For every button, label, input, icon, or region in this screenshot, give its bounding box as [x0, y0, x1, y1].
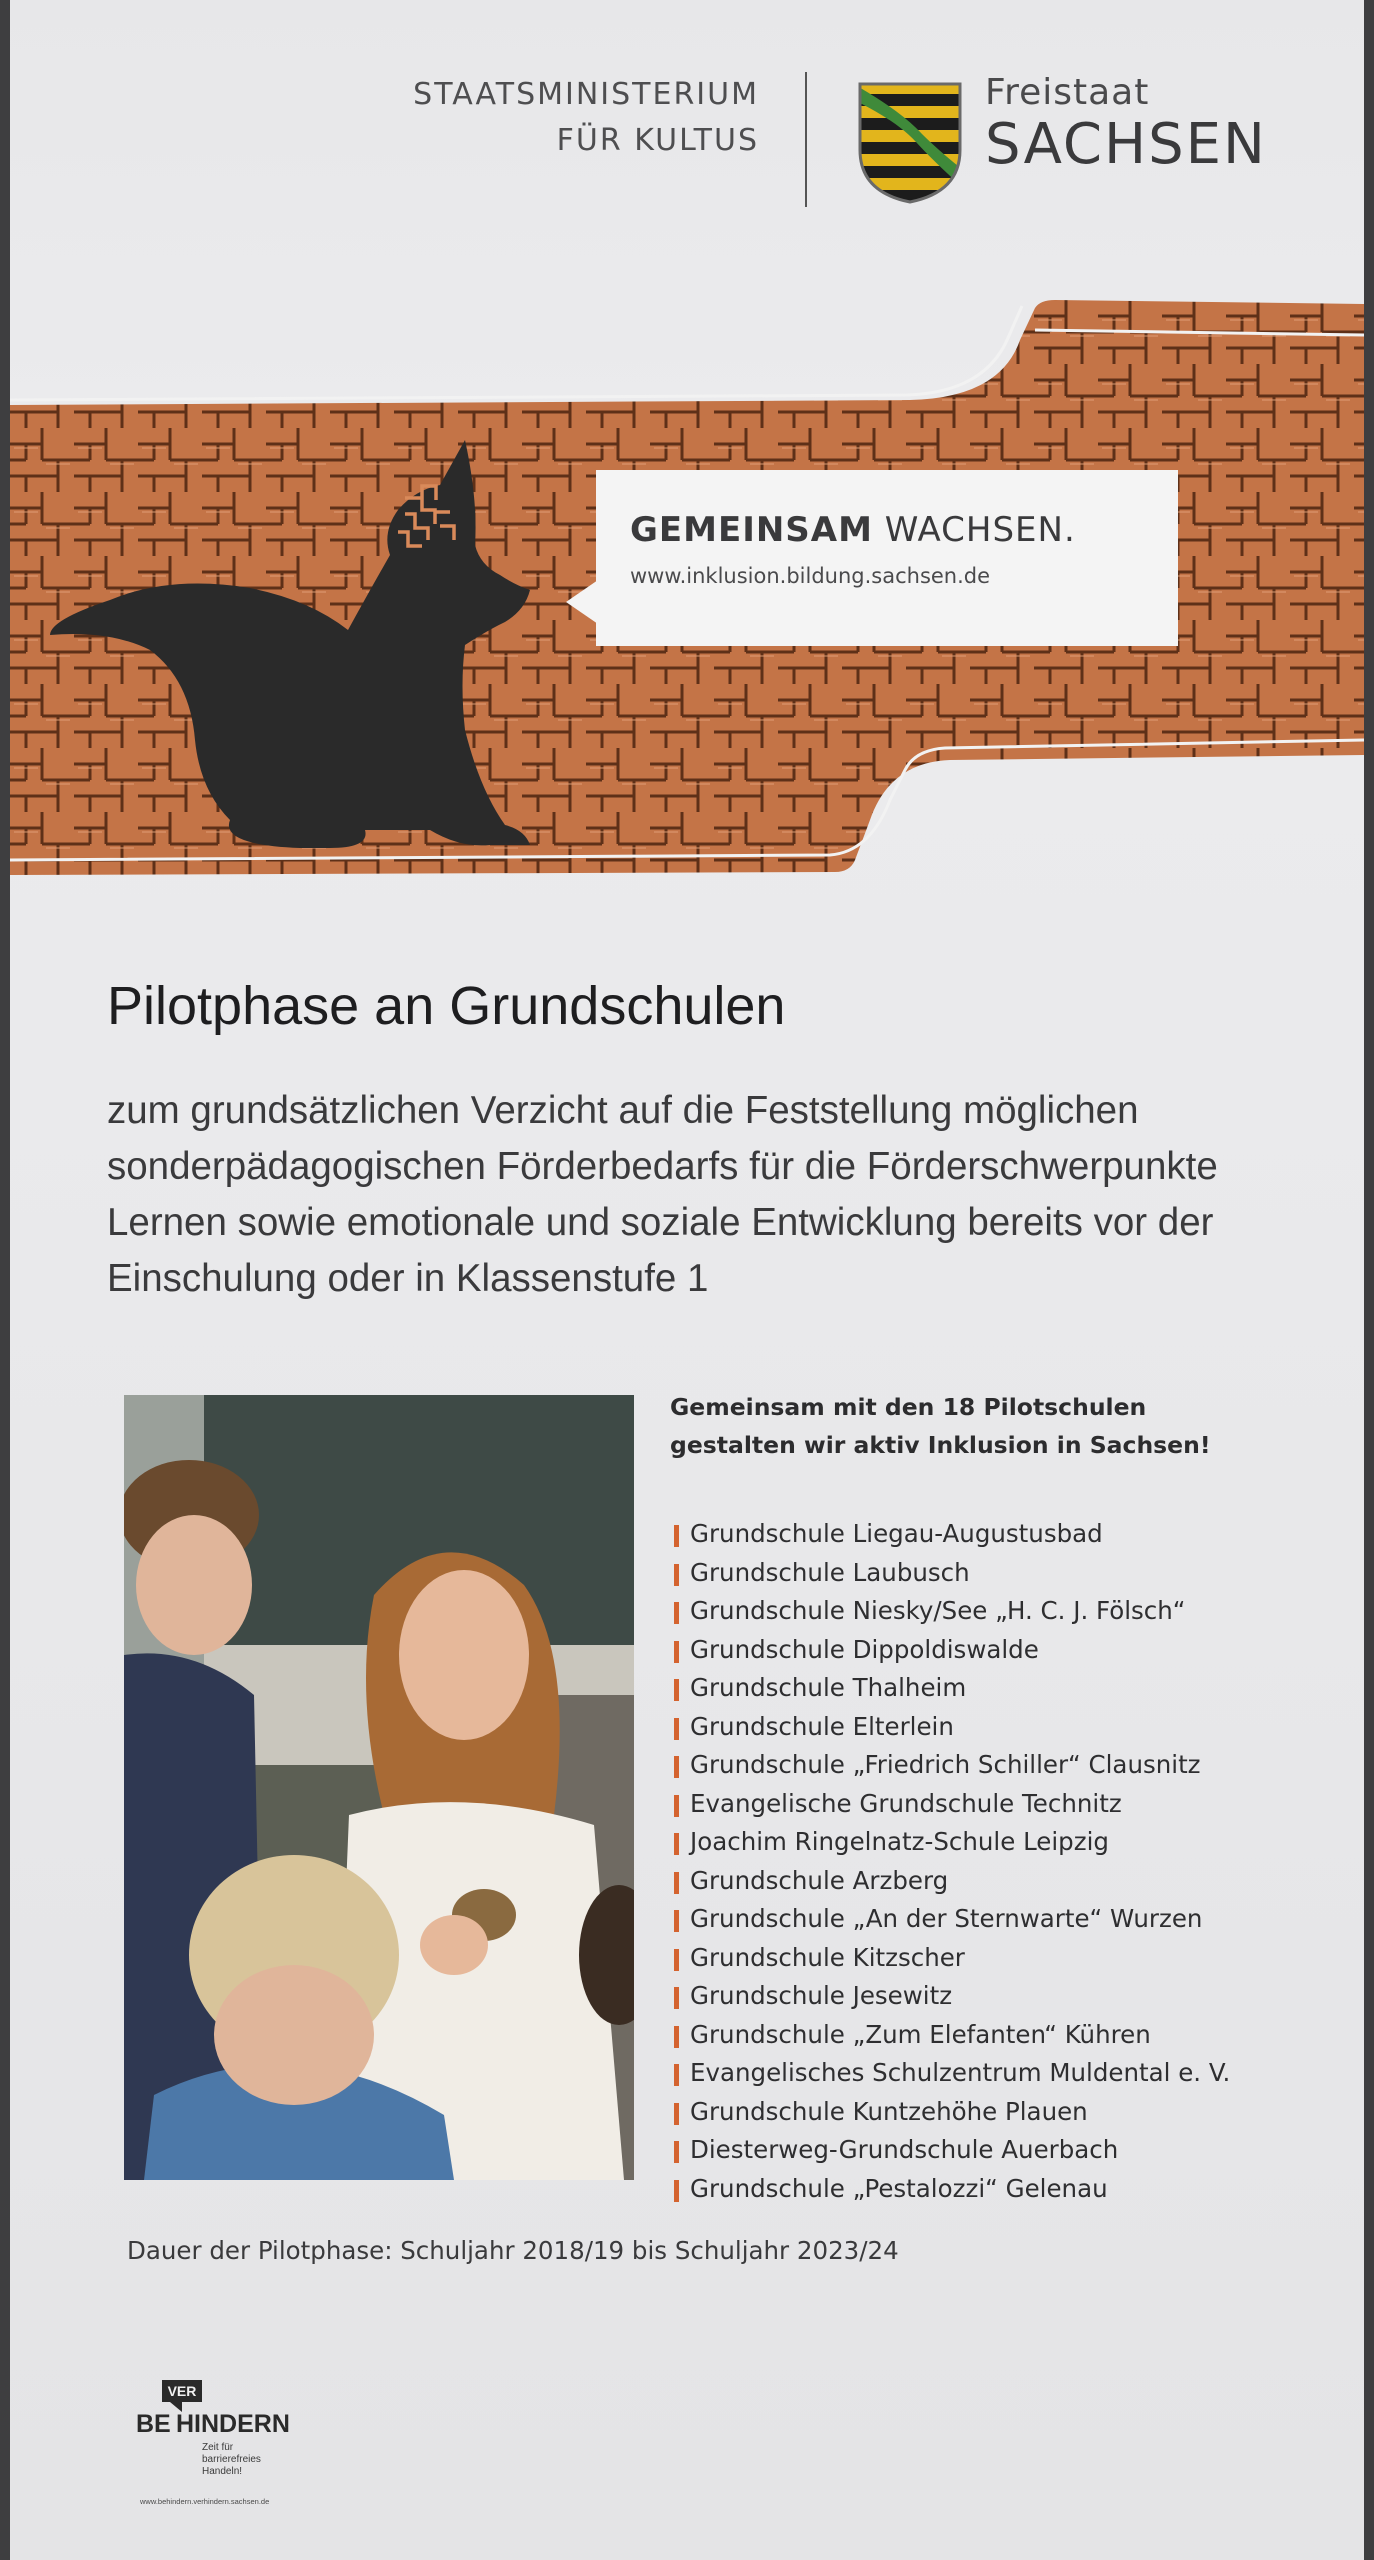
bullet-bar-icon — [674, 1987, 679, 2009]
bullet-bar-icon — [674, 1833, 679, 1855]
page-title: Pilotphase an Grundschulen — [107, 976, 786, 1036]
school-name: Joachim Ringelnatz-Schule Leipzig — [690, 1827, 1109, 1856]
school-name: Grundschule „An der Sternwarte“ Wurzen — [690, 1904, 1203, 1933]
list-item — [672, 1900, 1230, 1939]
school-name: Grundschule Elterlein — [690, 1711, 954, 1741]
ministry-name — [413, 72, 759, 164]
list-item — [672, 1823, 1230, 1862]
school-name: Grundschule Niesky/See „H. C. J. Fölsch“ — [690, 1596, 1186, 1625]
state-label-small: Freistaat — [985, 72, 1150, 113]
school-name: Evangelische Grundschule Technitz — [690, 1788, 1122, 1818]
list-item — [672, 2093, 1230, 2132]
school-name: Grundschule Liegau-Augustusbad — [690, 1519, 1103, 1548]
bullet-bar-icon — [674, 2141, 679, 2163]
school-name: Grundschule Dippoldiswalde — [690, 1634, 1039, 1664]
list-item — [672, 2131, 1230, 2170]
bullet-bar-icon — [674, 1641, 679, 1663]
school-name: Grundschule Jesewitz — [690, 1981, 953, 2010]
bullet-bar-icon — [674, 2180, 679, 2202]
list-item — [672, 1631, 1230, 1670]
school-name: Grundschule „Zum Elefanten“ Kühren — [690, 2019, 1151, 2049]
list-item — [672, 2054, 1230, 2093]
logo-be-text: BE — [136, 2410, 171, 2438]
pilot-duration: Dauer der Pilotphase: Schuljahr 2018/19 bis Schuljahr 2023/24 — [127, 2236, 899, 2265]
list-item — [672, 1862, 1230, 1901]
saxony-coat-of-arms-icon — [856, 80, 964, 205]
bullet-bar-icon — [674, 1872, 679, 1894]
speech-bubble-tail — [566, 580, 598, 624]
list-item — [672, 1592, 1230, 1631]
poster — [10, 0, 1364, 2560]
logo-tagline-3: Handeln! — [202, 2466, 243, 2477]
schools-lead-text — [670, 1388, 1211, 1464]
campaign-slogan — [630, 510, 1076, 550]
lead-line-2: gestalten wir aktiv Inklusion in Sachsen! — [670, 1431, 1211, 1459]
intro-paragraph: zum grundsätzlichen Verzicht auf die Feststellung möglichen sonderpädagogischen Förderbedarfs für die Förderschwerpunkte Lernen sowie emotionale und soziale Entwicklung bereits vor der Einschulung oder in Klassenstufe 1 — [107, 1089, 1218, 1300]
logo-tagline-2: barrierefreies — [202, 2454, 261, 2465]
list-item — [672, 2016, 1230, 2055]
slogan-bold: GEMEINSAM — [630, 510, 873, 550]
list-item — [672, 1708, 1230, 1747]
school-name: Diesterweg-Grundschule Auerbach — [690, 2135, 1119, 2164]
classroom-photo — [124, 1395, 634, 2180]
list-item — [672, 1554, 1230, 1593]
campaign-url[interactable]: www.inklusion.bildung.sachsen.de — [630, 564, 991, 588]
bullet-bar-icon — [674, 2026, 679, 2048]
state-label-large: SACHSEN — [985, 112, 1267, 177]
header-divider — [805, 72, 807, 207]
ministry-line-1: STAATSMINISTERIUM — [413, 77, 759, 112]
bullet-bar-icon — [674, 2064, 679, 2086]
ministry-line-2: FÜR KULTUS — [556, 123, 759, 158]
logo-tagline-1: Zeit für — [202, 2442, 234, 2453]
school-name: Grundschule Arzberg — [690, 1865, 949, 1895]
bullet-bar-icon — [674, 1718, 679, 1740]
bullet-bar-icon — [674, 1949, 679, 1971]
bullet-bar-icon — [674, 1564, 679, 1586]
bullet-bar-icon — [674, 1756, 679, 1778]
logo-ver-text: VER — [167, 2383, 197, 2399]
logo-hindern-text: HINDERN — [176, 2410, 290, 2438]
list-item — [672, 1977, 1230, 2016]
school-name: Grundschule Thalheim — [690, 1673, 967, 1702]
pilot-school-list — [672, 1515, 1230, 2208]
lead-line-1: Gemeinsam mit den 18 Pilotschulen — [670, 1393, 1147, 1421]
bullet-bar-icon — [674, 1679, 679, 1701]
school-name: Grundschule Laubusch — [690, 1557, 970, 1587]
list-item — [672, 1785, 1230, 1824]
logo-url: www.behindern.verhindern.sachsen.de — [140, 2497, 270, 2506]
school-name: Grundschule Kuntzehöhe Plauen — [690, 2096, 1088, 2126]
bullet-bar-icon — [674, 1525, 679, 1547]
bullet-bar-icon — [674, 1602, 679, 1624]
school-name: Evangelisches Schulzentrum Muldental e. V. — [690, 2058, 1231, 2087]
list-item — [672, 1515, 1230, 1554]
list-item — [672, 1939, 1230, 1978]
slogan-rest: WACHSEN. — [872, 510, 1076, 550]
school-name: Grundschule „Pestalozzi“ Gelenau — [690, 2173, 1108, 2203]
bullet-bar-icon — [674, 1795, 679, 1817]
bullet-bar-icon — [674, 2103, 679, 2125]
list-item — [672, 2170, 1230, 2209]
speech-bubble — [596, 470, 1178, 646]
list-item — [672, 1746, 1230, 1785]
behindern-verhindern-logo — [130, 2380, 360, 2510]
school-name: Grundschule Kitzscher — [690, 1942, 965, 1972]
school-name: Grundschule „Friedrich Schiller“ Clausnitz — [690, 1750, 1201, 1779]
list-item — [672, 1669, 1230, 1708]
bullet-bar-icon — [674, 1910, 679, 1932]
